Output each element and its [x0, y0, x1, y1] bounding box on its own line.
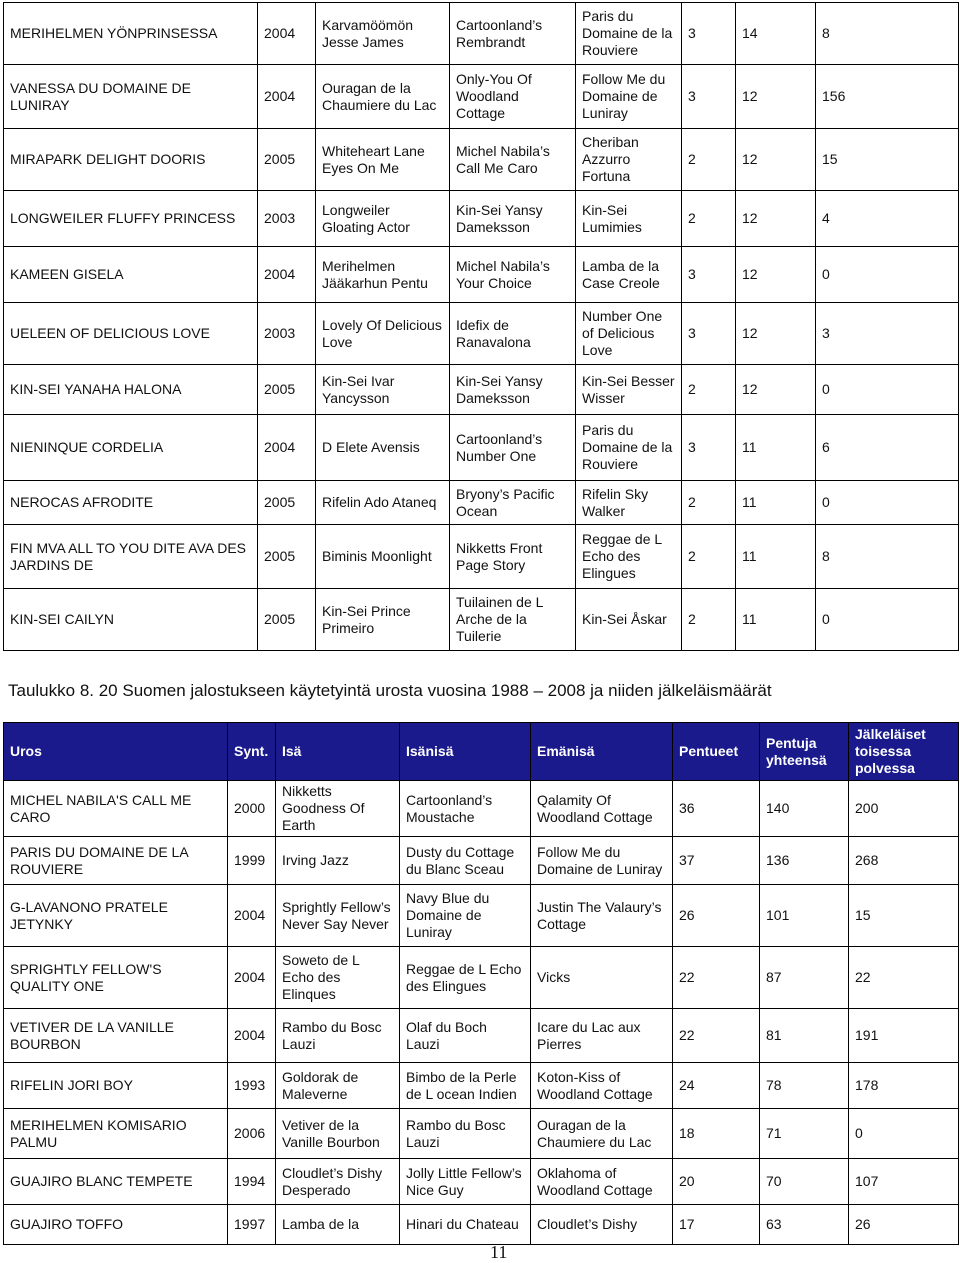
bottom-table-row	[4, 837, 959, 885]
cell-dam-sire: Oklahoma of Woodland Cottage	[531, 1159, 673, 1205]
cell-offspring: 0	[816, 365, 959, 415]
cell-name: LONGWEILER FLUFFY PRINCESS	[4, 191, 258, 247]
cell-litters: 2	[682, 481, 736, 525]
bottom-table-row	[4, 1109, 959, 1159]
cell-litters: 3	[682, 247, 736, 303]
cell-offspring: 6	[816, 415, 959, 481]
cell-dam-sire: Paris du Domaine de la Rouviere	[576, 3, 682, 65]
cell-offspring: 178	[849, 1063, 959, 1109]
cell-litters: 2	[682, 525, 736, 589]
bottom-table-row	[4, 885, 959, 947]
cell-dam-sire: Kin-Sei Åskar	[576, 589, 682, 651]
cell-dam-sire: Kin-Sei Besser Wisser	[576, 365, 682, 415]
page-number: 11	[490, 1242, 508, 1262]
cell-litters: 22	[673, 1009, 760, 1063]
cell-name: FIN MVA ALL TO YOU DITE AVA DES JARDINS DE	[4, 525, 258, 589]
cell-born: 2004	[258, 65, 316, 129]
cell-born: 2003	[258, 191, 316, 247]
cell-dam-sire: Justin The Valaury’s Cottage	[531, 885, 673, 947]
cell-grandsire: Cartoonland’s Number One	[450, 415, 576, 481]
cell-born: 2004	[258, 415, 316, 481]
top-table-row	[4, 525, 959, 589]
header-pentueet: Pentueet	[673, 723, 760, 781]
cell-puppies: 12	[736, 65, 816, 129]
cell-sire: Lamba de la	[276, 1205, 400, 1245]
cell-name: VETIVER DE LA VANILLE BOURBON	[4, 1009, 228, 1063]
cell-litters: 3	[682, 65, 736, 129]
cell-grandsire: Bimbo de la Perle de L ocean Indien	[400, 1063, 531, 1109]
cell-sire: Whiteheart Lane Eyes On Me	[316, 129, 450, 191]
cell-offspring: 3	[816, 303, 959, 365]
cell-offspring: 22	[849, 947, 959, 1009]
cell-offspring: 0	[849, 1109, 959, 1159]
header-isa: Isä	[276, 723, 400, 781]
header-emanisa: Emänisä	[531, 723, 673, 781]
cell-born: 2003	[258, 303, 316, 365]
cell-born: 2004	[228, 885, 276, 947]
cell-litters: 2	[682, 191, 736, 247]
cell-grandsire: Nikketts Front Page Story	[450, 525, 576, 589]
cell-born: 2004	[228, 1009, 276, 1063]
top-table-row	[4, 415, 959, 481]
bottom-table-row	[4, 1205, 959, 1245]
cell-name: G-LAVANONO PRATELE JETYNKY	[4, 885, 228, 947]
cell-puppies: 11	[736, 525, 816, 589]
continued-breeding-table	[3, 2, 959, 651]
cell-puppies: 101	[760, 885, 849, 947]
cell-grandsire: Jolly Little Fellow’s Nice Guy	[400, 1159, 531, 1205]
cell-name: KIN-SEI YANAHA HALONA	[4, 365, 258, 415]
cell-dam-sire: Cheriban Azzurro Fortuna	[576, 129, 682, 191]
cell-puppies: 12	[736, 247, 816, 303]
header-jalkelaiset-toisessa-polvessa: Jälkeläiset toisessa polvessa	[849, 723, 959, 781]
cell-sire: Kin-Sei Ivar Yancysson	[316, 365, 450, 415]
cell-dam-sire: Koton-Kiss of Woodland Cottage	[531, 1063, 673, 1109]
cell-litters: 20	[673, 1159, 760, 1205]
top-table-row	[4, 3, 959, 65]
cell-offspring: 107	[849, 1159, 959, 1205]
cell-litters: 2	[682, 589, 736, 651]
header-uros: Uros	[4, 723, 228, 781]
cell-puppies: 14	[736, 3, 816, 65]
cell-offspring: 191	[849, 1009, 959, 1063]
cell-puppies: 12	[736, 303, 816, 365]
cell-litters: 3	[682, 3, 736, 65]
cell-sire: Vetiver de la Vanille Bourbon	[276, 1109, 400, 1159]
cell-born: 2005	[258, 589, 316, 651]
cell-name: NIENINQUE CORDELIA	[4, 415, 258, 481]
cell-sire: Cloudlet’s Dishy Desperado	[276, 1159, 400, 1205]
cell-dam-sire: Ouragan de la Chaumiere du Lac	[531, 1109, 673, 1159]
top-table-row	[4, 303, 959, 365]
cell-born: 1997	[228, 1205, 276, 1245]
cell-sire: Goldorak de Maleverne	[276, 1063, 400, 1109]
cell-puppies: 71	[760, 1109, 849, 1159]
cell-sire: Lovely Of Delicious Love	[316, 303, 450, 365]
cell-puppies: 12	[736, 365, 816, 415]
cell-name: MIRAPARK DELIGHT DOORIS	[4, 129, 258, 191]
cell-puppies: 63	[760, 1205, 849, 1245]
cell-born: 2005	[258, 525, 316, 589]
cell-sire: Irving Jazz	[276, 837, 400, 885]
cell-dam-sire: Rifelin Sky Walker	[576, 481, 682, 525]
cell-puppies: 81	[760, 1009, 849, 1063]
cell-born: 2004	[228, 947, 276, 1009]
cell-litters: 26	[673, 885, 760, 947]
cell-born: 2006	[228, 1109, 276, 1159]
cell-sire: Rambo du Bosc Lauzi	[276, 1009, 400, 1063]
cell-litters: 24	[673, 1063, 760, 1109]
cell-born: 1993	[228, 1063, 276, 1109]
top-table-row	[4, 191, 959, 247]
cell-grandsire: Kin-Sei Yansy Dameksson	[450, 191, 576, 247]
cell-grandsire: Reggae de L Echo des Elingues	[400, 947, 531, 1009]
cell-dam-sire: Paris du Domaine de la Rouviere	[576, 415, 682, 481]
cell-puppies: 78	[760, 1063, 849, 1109]
cell-grandsire: Dusty du Cottage du Blanc Sceau	[400, 837, 531, 885]
cell-sire: Soweto de L Echo des Elinques	[276, 947, 400, 1009]
bottom-table-row	[4, 781, 959, 837]
cell-puppies: 11	[736, 589, 816, 651]
cell-offspring: 8	[816, 3, 959, 65]
cell-name: GUAJIRO BLANC TEMPETE	[4, 1159, 228, 1205]
cell-sire: Sprightly Fellow’s Never Say Never	[276, 885, 400, 947]
cell-born: 2004	[258, 3, 316, 65]
cell-litters: 36	[673, 781, 760, 837]
cell-name: UELEEN OF DELICIOUS LOVE	[4, 303, 258, 365]
cell-name: SPRIGHTLY FELLOW'S QUALITY ONE	[4, 947, 228, 1009]
cell-offspring: 15	[849, 885, 959, 947]
cell-grandsire: Navy Blue du Domaine de Luniray	[400, 885, 531, 947]
cell-puppies: 87	[760, 947, 849, 1009]
cell-grandsire: Tuilainen de L Arche de la Tuilerie	[450, 589, 576, 651]
cell-grandsire: Hinari du Chateau	[400, 1205, 531, 1245]
cell-grandsire: Olaf du Boch Lauzi	[400, 1009, 531, 1063]
cell-born: 1999	[228, 837, 276, 885]
cell-puppies: 11	[736, 415, 816, 481]
cell-sire: Kin-Sei Prince Primeiro	[316, 589, 450, 651]
cell-litters: 3	[682, 415, 736, 481]
cell-litters: 17	[673, 1205, 760, 1245]
cell-name: MICHEL NABILA'S CALL ME CARO	[4, 781, 228, 837]
top-table-row	[4, 589, 959, 651]
header-isanisa: Isänisä	[400, 723, 531, 781]
cell-sire: Biminis Moonlight	[316, 525, 450, 589]
cell-dam-sire: Reggae de L Echo des Elingues	[576, 525, 682, 589]
cell-litters: 18	[673, 1109, 760, 1159]
cell-offspring: 26	[849, 1205, 959, 1245]
cell-grandsire: Rambo du Bosc Lauzi	[400, 1109, 531, 1159]
cell-grandsire: Michel Nabila’s Call Me Caro	[450, 129, 576, 191]
cell-offspring: 4	[816, 191, 959, 247]
top-table-row	[4, 129, 959, 191]
cell-offspring: 0	[816, 589, 959, 651]
cell-sire: Longweiler Gloating Actor	[316, 191, 450, 247]
cell-sire: Nikketts Goodness Of Earth	[276, 781, 400, 837]
cell-born: 2005	[258, 365, 316, 415]
cell-dam-sire: Cloudlet’s Dishy	[531, 1205, 673, 1245]
cell-dam-sire: Lamba de la Case Creole	[576, 247, 682, 303]
cell-litters: 2	[682, 365, 736, 415]
cell-dam-sire: Qalamity Of Woodland Cottage	[531, 781, 673, 837]
cell-offspring: 0	[816, 247, 959, 303]
bottom-table-row	[4, 947, 959, 1009]
cell-dam-sire: Kin-Sei Lumimies	[576, 191, 682, 247]
header-synt: Synt.	[228, 723, 276, 781]
cell-sire: Ouragan de la Chaumiere du Lac	[316, 65, 450, 129]
cell-offspring: 156	[816, 65, 959, 129]
cell-name: PARIS DU DOMAINE DE LA ROUVIERE	[4, 837, 228, 885]
top-table-row	[4, 65, 959, 129]
cell-grandsire: Kin-Sei Yansy Dameksson	[450, 365, 576, 415]
cell-grandsire: Cartoonland’s Rembrandt	[450, 3, 576, 65]
cell-born: 2004	[258, 247, 316, 303]
top-table-row	[4, 481, 959, 525]
cell-name: GUAJIRO TOFFO	[4, 1205, 228, 1245]
cell-born: 2005	[258, 481, 316, 525]
top-sires-table	[3, 722, 959, 1245]
cell-offspring: 200	[849, 781, 959, 837]
table-caption: Taulukko 8. 20 Suomen jalostukseen käytetyintä urosta vuosina 1988 – 2008 ja niiden jälkeläismäärät	[8, 681, 772, 700]
cell-name: NEROCAS AFRODITE	[4, 481, 258, 525]
cell-sire: Rifelin Ado Ataneq	[316, 481, 450, 525]
cell-dam-sire: Icare du Lac aux Pierres	[531, 1009, 673, 1063]
cell-born: 2000	[228, 781, 276, 837]
top-table-row	[4, 247, 959, 303]
cell-sire: Merihelmen Jääkarhun Pentu	[316, 247, 450, 303]
cell-dam-sire: Follow Me du Domaine de Luniray	[531, 837, 673, 885]
header-pentuja-yhteensa: Pentuja yhteensä	[760, 723, 849, 781]
cell-puppies: 11	[736, 481, 816, 525]
cell-grandsire: Cartoonland’s Moustache	[400, 781, 531, 837]
cell-puppies: 70	[760, 1159, 849, 1205]
cell-puppies: 140	[760, 781, 849, 837]
cell-sire: D Elete Avensis	[316, 415, 450, 481]
cell-name: KIN-SEI CAILYN	[4, 589, 258, 651]
cell-dam-sire: Follow Me du Domaine de Luniray	[576, 65, 682, 129]
cell-litters: 22	[673, 947, 760, 1009]
top-table-row	[4, 365, 959, 415]
cell-grandsire: Idefix de Ranavalona	[450, 303, 576, 365]
table-header-row	[4, 723, 959, 781]
bottom-table-row	[4, 1159, 959, 1205]
cell-puppies: 136	[760, 837, 849, 885]
cell-dam-sire: Vicks	[531, 947, 673, 1009]
cell-offspring: 15	[816, 129, 959, 191]
cell-offspring: 8	[816, 525, 959, 589]
cell-offspring: 0	[816, 481, 959, 525]
cell-puppies: 12	[736, 129, 816, 191]
cell-grandsire: Only-You Of Woodland Cottage	[450, 65, 576, 129]
cell-grandsire: Michel Nabila’s Your Choice	[450, 247, 576, 303]
cell-born: 1994	[228, 1159, 276, 1205]
cell-name: RIFELIN JORI BOY	[4, 1063, 228, 1109]
cell-litters: 2	[682, 129, 736, 191]
cell-name: KAMEEN GISELA	[4, 247, 258, 303]
cell-sire: Karvamöömön Jesse James	[316, 3, 450, 65]
cell-name: MERIHELMEN YÖNPRINSESSA	[4, 3, 258, 65]
cell-name: MERIHELMEN KOMISARIO PALMU	[4, 1109, 228, 1159]
cell-puppies: 12	[736, 191, 816, 247]
cell-grandsire: Bryony’s Pacific Ocean	[450, 481, 576, 525]
cell-dam-sire: Number One of Delicious Love	[576, 303, 682, 365]
cell-born: 2005	[258, 129, 316, 191]
cell-litters: 37	[673, 837, 760, 885]
cell-offspring: 268	[849, 837, 959, 885]
bottom-table-row	[4, 1009, 959, 1063]
cell-name: VANESSA DU DOMAINE DE LUNIRAY	[4, 65, 258, 129]
cell-litters: 3	[682, 303, 736, 365]
bottom-table-row	[4, 1063, 959, 1109]
